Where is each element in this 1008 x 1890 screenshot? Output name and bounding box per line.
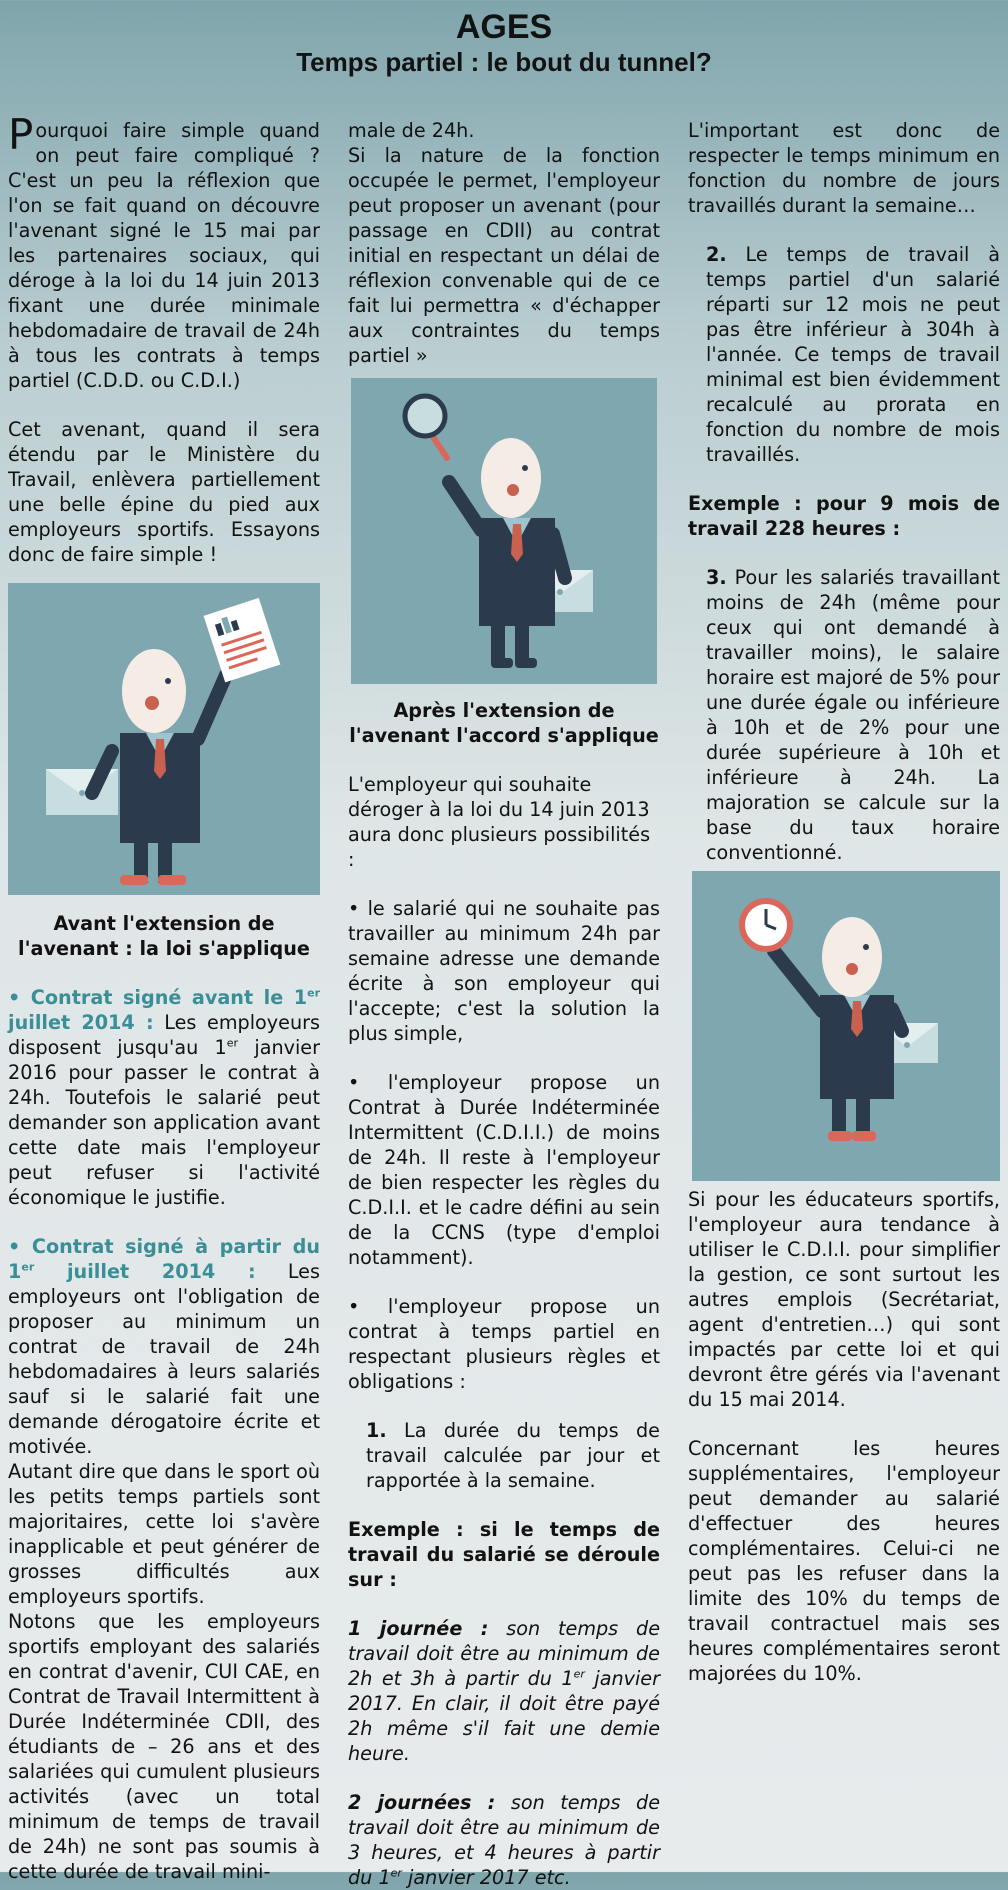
rule-item-2: 2. Le temps de travail à temps partiel d'un salarié réparti sur 12 mois ne peut pas être inférieur à 304h à l'année. Ce temps de travail minimal est bien évidemment recalculé au prorata en fonction du nombre de mois travaillés. [706, 243, 1000, 466]
clock-icon [742, 901, 790, 949]
educators-paragraph: Si pour les éducateurs sportifs, l'employeur aura tendance à utiliser le C.D.I.I. pour simplifier la gestion, ce sont surtout les autres emplois (Secrétariat, agent d'entretien…) qui sont impactés par cette loi et qui devront être gérés via l'avenant du 15 mai 2014. [688, 1188, 1000, 1411]
column-right [688, 118, 1000, 1686]
sport-paragraph: Autant dire que dans le sport où les petits temps partiels sont majoritaires, cette loi s'avère inapplicable et peut générer de grosses difficultés aux employeurs sportifs. [8, 1460, 320, 1608]
important-paragraph: L'important est donc de respecter le temps minimum en fonction du nombre de jours travaillés durant la semaine… [688, 119, 1000, 217]
employer-intro-paragraph: L'employeur qui souhaite déroger à la loi du 14 juin 2013 aura donc plusieurs possibilités : [348, 773, 651, 871]
page-subtitle: Temps partiel : le bout du tunnel? [296, 47, 712, 77]
rule-item-1: 1. La durée du temps de travail calculée par jour et rapportée à la semaine. [366, 1419, 660, 1492]
page-header [0, 8, 1008, 78]
magnifier-icon [405, 396, 447, 458]
option-bullet-3: • l'employeur propose un contrat à temps partiel en respectant plusieurs règles et obligations : [348, 1294, 660, 1394]
avenant-cdii-paragraph: Si la nature de la fonction occupée le permet, l'employeur peut proposer un avenant (pour passage en CDII) au contrat initial en respectant un délai de réflexion convenable qui de ce fait lui permettra « d'échapper aux contraintes du temps partiel » [348, 144, 660, 367]
illustration-magnifier-man [351, 378, 657, 684]
overtime-paragraph: Concernant les heures supplémentaires, l'employeur peut demander au salarié d'effectuer des heures complémentaires. Celui-ci ne peut pas les refuser dans la limite des 10% du temps de travail contractuel mais ses heures complémentaires seront majorées du 10%. [688, 1437, 1000, 1685]
notons-paragraph: Notons que les employeurs sportifs employant des salariés en contrat d'avenir, CUI CAE, en Contrat de Travail Intermittent à Durée Indéterminée CDII, des étudiants de – 26 ans et des salariées qui cumulent plusieurs activités (avec un total minimum de temps de travail de 24h) ne sont pas soumis à cette durée de travail mini- [8, 1610, 320, 1883]
avenant-paragraph: Cet avenant, quand il sera étendu par le Ministère du Travail, enlèvera partiellement une belle épine du pied aux employeurs sportifs. Essayons donc de faire simple ! [8, 418, 320, 566]
caption-before-extension: Avant l'extension de l'avenant : la loi s'applique [18, 912, 310, 960]
bullet-head: • Contrat signé à partir du 1er juillet 2014 : [8, 1235, 320, 1283]
bullet-head: • Contrat signé avant le 1er juillet 2014 : [8, 986, 320, 1034]
illustration-clock-man [692, 871, 1000, 1181]
bullet-contract-before: • Contrat signé avant le 1er juillet 2014 : Les employeurs disposent jusqu'au 1er janvier 2016 pour passer le contrat à 24h. Toutefois le salarié peut demander son application avant cette date mais l'employeur peut refuser si l'activité économique le justifie. [8, 986, 320, 1209]
column-middle [348, 118, 660, 1890]
caption-after-extension: Après l'extension de l'avenant l'accord s'applique [349, 699, 659, 747]
example-two-days: 2 journées : son temps de travail doit être au minimum de 3 heures, et 4 heures à partir du 1er janvier 2017 etc. [348, 1791, 661, 1889]
option-bullet-1: • le salarié qui ne souhaite pas travailler au minimum 24h par semaine adresse une demande écrite à son employeur qui l'accepte; c'est la solution la plus simple, [348, 896, 660, 1046]
intro-text: ourquoi faire simple quand on peut faire compliqué ? C'est un peu la réflexion que l'on se fait quand on découvre l'avenant signé le 15 mai par les partenaires sociaux, qui déroge à la loi du 14 juin 2013 fixant une durée minimale hebdomadaire de travail de 24h à tous les contrats à temps partiel (C.D.D. ou C.D.I.) [8, 119, 320, 392]
drop-cap: P [8, 110, 34, 159]
example-nine-months: Exemple : pour 9 mois de travail 228 heures : [688, 492, 1000, 540]
page-title: AGES [455, 8, 553, 46]
example-heading: Exemple : si le temps de travail du salarié se déroule sur : [348, 1518, 660, 1591]
continuation-paragraph: male de 24h. [348, 119, 475, 142]
example-one-day: 1 journée : son temps de travail doit être au minimum de 2h et 3h à partir du 1er janvier 2017. En clair, il doit être payé 2h même s'il fait une demie heure. [348, 1617, 660, 1765]
column-left [8, 110, 320, 1884]
illustration-document-man [8, 583, 320, 895]
option-bullet-2: • l'employeur propose un Contrat à Durée Indéterminée Intermittent (C.D.I.I.) de moins de 24h. Il reste à l'employeur de bien respecter les règles du C.D.I.I. et le cadre défini au sein de la CCNS (type d'emploi notamment). [348, 1070, 660, 1270]
intro-paragraph [8, 110, 320, 393]
document-icon [204, 598, 281, 682]
bullet-contract-after: • Contrat signé à partir du 1er juillet 2014 : Les employeurs ont l'obligation de proposer au minimum un contrat de travail de 24h hebdomadaires à leurs salariés sauf si le salarié fait une demande dérogatoire écrite et motivée. [8, 1235, 320, 1458]
rule-item-3: 3. Pour les salariés travaillant moins de 24h (même pour ceux qui ont demandé à travailler moins), le salaire horaire est majoré de 5% pour une durée égale ou inférieure à 10h et de 2% pour une durée supérieure à 10h et inférieure à 24h. La majoration se calcule sur la base du taux horaire conventionné. [706, 566, 1000, 864]
